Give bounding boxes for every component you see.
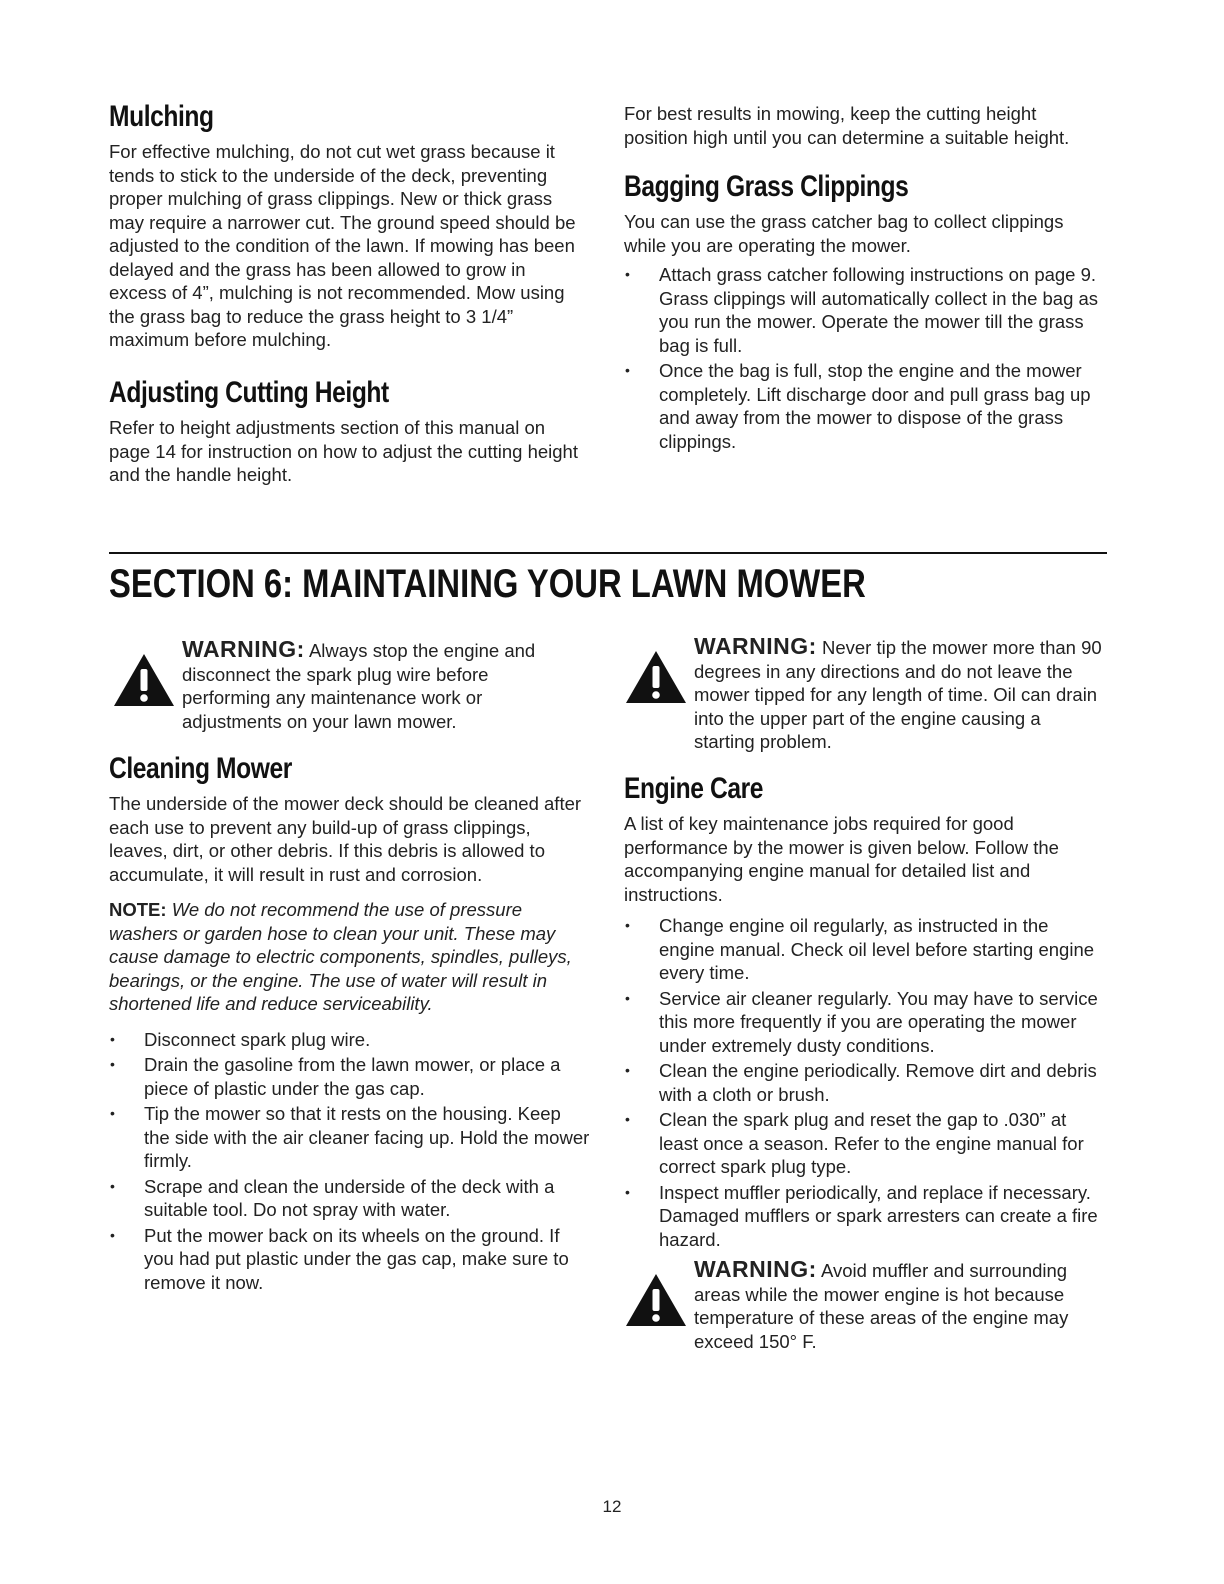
list-item: • Clean the spark plug and reset the gap to .030” at least once a season. Refer to the engine manual for correct spark plug type. [624,1108,1104,1179]
warning-text-block [694,635,1104,754]
list-item: • Clean the engine periodically. Remove dirt and debris with a cloth or brush. [624,1059,1104,1106]
list-item: • Disconnect spark plug wire. [109,1028,591,1052]
warning-message: Always stop the engine and disconnect the spark plug wire before performing any maintenance work or adjustments on your lawn mower. [182,640,536,732]
mulching-body: For effective mulching, do not cut wet grass because it tends to stick to the underside of the deck, preventing proper mulching of grass clippings. New or thick grass may require a narrower cut. The ground speed should be adjusted to the condition of the lawn. If mowing has been delayed and the grass has been allowed to grow in excess of 4”, mulching is not recommended. Mow using the grass bag to reduce the grass height to 3 1/4” maximum before mulching. [109,141,576,350]
section-divider [109,552,1107,554]
warning-box-tipping [624,635,1104,760]
engine-care-section [624,772,1104,1253]
best-results-paragraph [624,102,1104,149]
warning-label: WARNING: [694,633,817,659]
list-item: • Drain the gasoline from the lawn mower, or place a piece of plastic under the gas cap. [109,1053,591,1100]
cleaning-heading: Cleaning Mower [109,752,292,785]
engine-care-heading: Engine Care [624,772,764,805]
list-item: • Service air cleaner regularly. You may have to service this more frequently if you are operating the mower under extremely dusty conditions. [624,987,1104,1058]
mulching-heading: Mulching [109,100,214,133]
adjusting-section [109,376,587,487]
cleaning-body: The underside of the mower deck should be cleaned after each use to prevent any build-up of grass clippings, leaves, dirt, or other debris. If this debris is allowed to accumulate, it will result in rust and corrosion. [109,793,582,885]
warning-text-block [694,1258,1104,1353]
warning-triangle-icon [624,1272,688,1328]
mulching-section [109,100,587,352]
warning-box-maintenance [112,638,582,738]
warning-triangle-icon [112,652,176,708]
list-item: • Tip the mower so that it rests on the housing. Keep the side with the air cleaner facing up. Hold the mower firmly. [109,1102,591,1173]
best-results-text: For best results in mowing, keep the cutting height position high until you can determine a suitable height. [624,103,1070,148]
cleaning-note [109,898,591,1016]
bagging-body: You can use the grass catcher bag to collect clippings while you are operating the mower. [624,211,1064,256]
note-text: We do not recommend the use of pressure washers or garden hose to clean your unit. These may cause damage to electric components, spindles, pulleys, bearings, or the engine. The use of water will result in shortened life and reduce serviceability. [109,899,572,1014]
cleaning-bullet-list [109,1028,591,1295]
list-item: • Put the mower back on its wheels on the ground. If you had put plastic under the gas cap, make sure to remove it now. [109,1224,591,1295]
list-item: • Scrape and clean the underside of the deck with a suitable tool. Do not spray with water. [109,1175,591,1222]
warning-message: Avoid muffler and surrounding areas while the mower engine is hot because temperature of these areas of the engine may exceed 150° F. [694,1260,1069,1352]
warning-label: WARNING: [694,1256,817,1282]
bagging-bullet-list [624,263,1104,453]
list-item: • Change engine oil regularly, as instructed in the engine manual. Check oil level before starting engine every time. [624,914,1104,985]
warning-box-muffler [624,1258,1104,1358]
section-title: SECTION 6: MAINTAINING YOUR LAWN MOWER [109,562,866,606]
adjusting-body: Refer to height adjustments section of this manual on page 14 for instruction on how to adjust the cutting height and the handle height. [109,417,578,485]
list-item: • Inspect muffler periodically, and replace if necessary. Damaged mufflers or spark arresters can create a fire hazard. [624,1181,1104,1252]
warning-message: Never tip the mower more than 90 degrees in any directions and do not leave the mower tipped for any length of time. Oil can drain into the upper part of the engine causing a starting problem. [694,637,1102,752]
cleaning-section [109,752,591,1296]
engine-bullet-list [624,914,1104,1251]
warning-triangle-icon [624,649,688,705]
warning-text-block [182,638,582,733]
list-item: • Once the bag is full, stop the engine and the mower completely. Lift discharge door and pull grass bag up and away from the mower to dispose of the grass clippings. [624,359,1104,453]
warning-label: WARNING: [182,636,305,662]
bagging-section [624,170,1104,455]
note-label: NOTE: [109,899,167,920]
page-number: 12 [602,1497,622,1516]
list-item: • Attach grass catcher following instructions on page 9. Grass clippings will automatically collect in the bag as you run the mower. Operate the mower till the grass bag is full. [624,263,1104,357]
engine-care-body: A list of key maintenance jobs required for good performance by the mower is given below. Follow the accompanying engine manual for detailed list and instructions. [624,813,1059,905]
bagging-heading: Bagging Grass Clippings [624,170,909,203]
adjusting-heading: Adjusting Cutting Height [109,376,389,409]
